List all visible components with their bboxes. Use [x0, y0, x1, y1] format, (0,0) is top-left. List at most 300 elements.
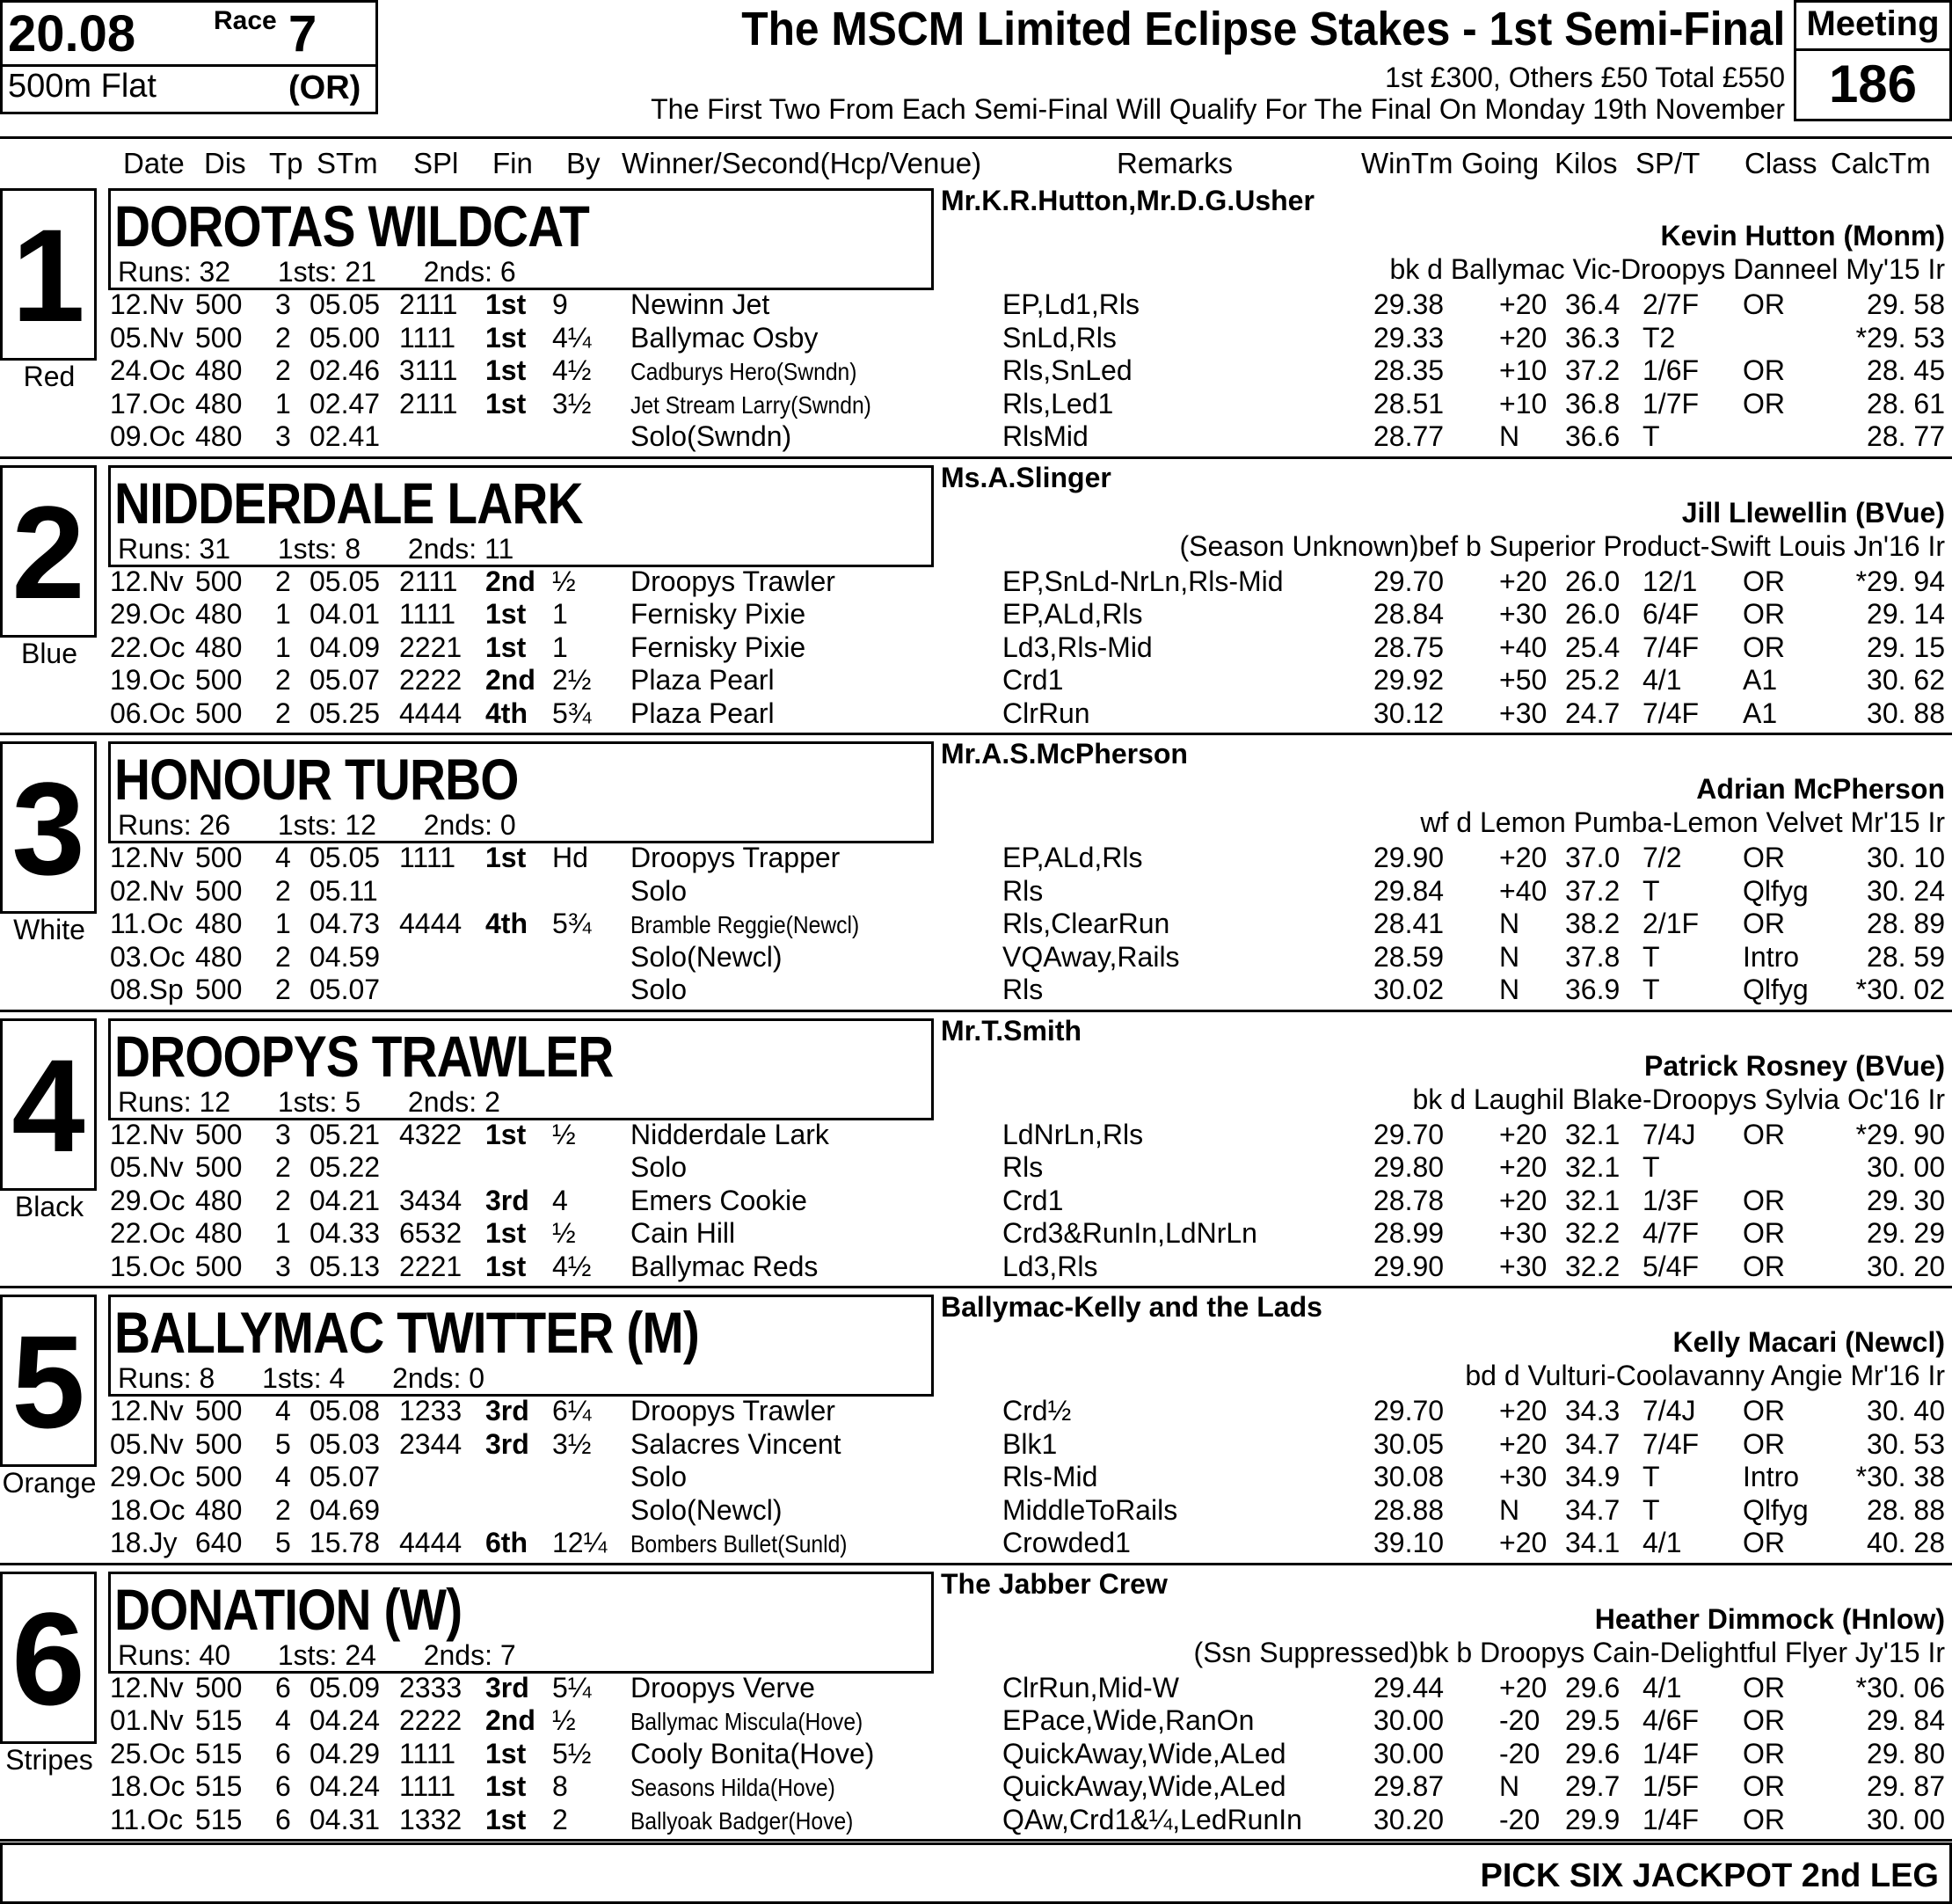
- cell-wintm: 29.87: [1373, 1770, 1445, 1802]
- cell-going: +10: [1499, 354, 1548, 386]
- cell-cls: OR: [1743, 1737, 1785, 1769]
- cell-by: 8: [552, 1770, 568, 1802]
- col-tp: Tp: [269, 147, 303, 179]
- cell-calc: 30. 40: [1867, 1395, 1945, 1426]
- cell-calc: 30. 10: [1867, 842, 1945, 873]
- cell-going: +20: [1499, 1395, 1548, 1426]
- cell-remarks: MiddleToRails: [1002, 1493, 1178, 1526]
- cell-calc: *29. 53: [1855, 321, 1945, 354]
- cell-winner: Fernisky Pixie: [630, 598, 806, 630]
- firsts-count: 1sts: 12: [277, 809, 376, 841]
- cell-date: 18.Oc: [110, 1770, 186, 1802]
- cell-calc: 28. 77: [1867, 420, 1945, 452]
- cell-going: +50: [1499, 664, 1548, 696]
- cell-stm: 05.21: [310, 1118, 381, 1150]
- trap-number: 6: [0, 1572, 97, 1744]
- cell-date: 29.Oc: [110, 598, 186, 630]
- cell-stm: 05.00: [310, 321, 381, 354]
- cell-calc: 29. 87: [1867, 1770, 1945, 1802]
- cell-spl: 4444: [399, 908, 463, 939]
- cell-wintm: 28.78: [1373, 1184, 1445, 1216]
- cell-spt: 1/4F: [1642, 1737, 1700, 1769]
- cell-date: 17.Oc: [110, 387, 186, 419]
- cell-dis: 500: [195, 664, 243, 696]
- cell-fin: 3rd: [485, 1395, 529, 1426]
- trainer: Heather Dimmock (Hnlow): [1594, 1602, 1945, 1635]
- cell-calc: 28. 61: [1867, 387, 1945, 419]
- form-summary: [118, 1086, 500, 1119]
- cell-kilos: 25.4: [1565, 631, 1621, 663]
- cell-remarks: VQAway,Rails: [1002, 940, 1180, 973]
- cell-spt: 1/6F: [1642, 354, 1700, 386]
- breeding: bk d Ballymac Vic-Droopys Danneel My'15 Ir: [1389, 253, 1945, 285]
- trap-color: Orange: [2, 1467, 97, 1499]
- breeding: (Season Unknown)bef b Superior Product-Swift Louis Jn'16 Ir: [1179, 529, 1945, 562]
- cell-stm: 04.21: [310, 1184, 381, 1216]
- cell-dis: 500: [195, 288, 243, 320]
- cell-spt: T: [1642, 1151, 1660, 1183]
- cell-spt: 1/5F: [1642, 1770, 1700, 1802]
- dog-name-box: [108, 741, 934, 843]
- meeting-box: [1794, 0, 1952, 121]
- cell-cls: OR: [1743, 1217, 1785, 1249]
- cell-kilos: 34.3: [1565, 1395, 1621, 1426]
- cell-spt: T: [1642, 1493, 1660, 1526]
- firsts-count: 1sts: 4: [262, 1362, 346, 1394]
- cell-calc: 30. 00: [1867, 1151, 1945, 1183]
- cell-going: +20: [1499, 842, 1548, 873]
- col-wintm: WinTm: [1361, 147, 1453, 179]
- cell-fin: 1st: [485, 288, 527, 320]
- cell-spl: 1111: [399, 598, 456, 630]
- cell-stm: 04.31: [310, 1803, 381, 1835]
- cell-spl: 1332: [399, 1803, 463, 1835]
- cell-spl: 1111: [399, 842, 456, 873]
- dog-name-box: [108, 465, 934, 567]
- runs-count: Runs: 32: [118, 256, 231, 288]
- runner-separator: [0, 456, 1952, 459]
- cell-calc: 29. 15: [1867, 631, 1945, 663]
- cell-date: 09.Oc: [110, 420, 186, 452]
- cell-winner: Droopys Trapper: [630, 842, 841, 873]
- cell-date: 24.Oc: [110, 354, 186, 386]
- cell-spl: 2221: [399, 1250, 463, 1282]
- cell-tp: 2: [275, 697, 291, 729]
- form-row: [0, 875, 1952, 908]
- cell-tp: 2: [275, 1184, 291, 1216]
- cell-kilos: 29.5: [1565, 1704, 1621, 1736]
- form-row: [0, 974, 1952, 1007]
- cell-going: +20: [1499, 1671, 1548, 1703]
- cell-tp: 4: [275, 1704, 291, 1736]
- cell-calc: 28. 88: [1867, 1493, 1945, 1526]
- trap-number: 5: [0, 1295, 97, 1467]
- cell-tp: 2: [275, 874, 291, 907]
- col-stm: STm: [317, 147, 378, 179]
- cell-dis: 500: [195, 321, 243, 354]
- cell-stm: 04.73: [310, 908, 381, 939]
- cell-cls: OR: [1743, 1118, 1785, 1150]
- cell-kilos: 36.4: [1565, 288, 1621, 320]
- cell-tp: 1: [275, 387, 291, 419]
- cell-wintm: 28.99: [1373, 1217, 1445, 1249]
- cell-dis: 500: [195, 1427, 243, 1460]
- cell-winner: Solo: [630, 1151, 688, 1183]
- breeding: wf d Lemon Pumba-Lemon Velvet Mr'15 Ir: [1420, 806, 1945, 838]
- cell-by: 4: [552, 1184, 568, 1216]
- col-kilos: Kilos: [1555, 147, 1618, 179]
- cell-calc: 30. 88: [1867, 697, 1945, 729]
- race-label: Race: [214, 6, 277, 35]
- cell-calc: 29. 30: [1867, 1184, 1945, 1216]
- cell-spt: 2/7F: [1642, 288, 1700, 320]
- seconds-count: 2nds: 2: [407, 1085, 500, 1118]
- cell-spl: 2344: [399, 1427, 463, 1460]
- cell-calc: 30. 00: [1867, 1803, 1945, 1835]
- runner-separator: [0, 1839, 1952, 1842]
- cell-going: +20: [1499, 1427, 1548, 1460]
- cell-wintm: 28.88: [1373, 1493, 1445, 1526]
- cell-calc: 28. 59: [1867, 940, 1945, 973]
- form-row: [0, 388, 1952, 421]
- col-by: By: [566, 147, 601, 179]
- cell-kilos: 36.8: [1565, 387, 1621, 419]
- dog-name: NIDDERDALE LARK: [114, 470, 583, 536]
- cell-remarks: Ld3,Rls-Mid: [1002, 631, 1153, 663]
- cell-spt: 4/1: [1642, 1671, 1682, 1703]
- cell-date: 12.Nv: [110, 288, 184, 320]
- dog-name-box: [108, 1018, 934, 1120]
- cell-winner: Cain Hill: [630, 1217, 736, 1249]
- cell-remarks: EP,ALd,Rls: [1002, 598, 1143, 630]
- form-row: [0, 322, 1952, 355]
- cell-spt: 2/1F: [1642, 908, 1700, 939]
- cell-tp: 6: [275, 1737, 291, 1769]
- cell-calc: *29. 94: [1855, 565, 1945, 597]
- cell-wintm: 29.33: [1373, 321, 1445, 354]
- cell-tp: 2: [275, 1493, 291, 1526]
- cell-spt: 7/4F: [1642, 631, 1700, 663]
- race-distance: 500m Flat: [8, 68, 157, 105]
- cell-dis: 480: [195, 1184, 243, 1216]
- cell-winner: Newinn Jet: [630, 288, 770, 320]
- cell-fin: 1st: [485, 1803, 527, 1835]
- cell-wintm: 28.51: [1373, 387, 1445, 419]
- cell-remarks: Rls,Led1: [1002, 387, 1114, 419]
- cell-spt: T2: [1642, 321, 1676, 354]
- cell-going: N: [1499, 1493, 1520, 1526]
- cell-spt: T: [1642, 1461, 1660, 1492]
- cell-kilos: 37.0: [1565, 842, 1621, 873]
- cell-remarks: RlsMid: [1002, 420, 1089, 452]
- cell-remarks: QAw,Crd1&¼,LedRunIn: [1002, 1803, 1302, 1835]
- cell-going: +20: [1499, 1151, 1548, 1183]
- meeting-label: Meeting: [1806, 4, 1940, 43]
- cell-remarks: EP,Ld1,Rls: [1002, 288, 1140, 320]
- cell-going: N: [1499, 1770, 1520, 1802]
- trainer: Adrian McPherson: [1696, 773, 1945, 805]
- cell-winner: Ballymac Miscula(Hove): [630, 1708, 863, 1735]
- cell-stm: 04.01: [310, 598, 381, 630]
- cell-kilos: 32.1: [1565, 1184, 1621, 1216]
- cell-going: +40: [1499, 874, 1548, 907]
- cell-wintm: 29.70: [1373, 1118, 1445, 1150]
- cell-stm: 05.05: [310, 288, 381, 320]
- cell-tp: 2: [275, 565, 291, 597]
- cell-fin: 1st: [485, 1118, 527, 1150]
- cell-spl: 1111: [399, 321, 456, 354]
- cell-dis: 480: [195, 387, 243, 419]
- cell-fin: 1st: [485, 321, 527, 354]
- cell-by: 4½: [552, 1250, 592, 1282]
- cell-winner: Droopys Verve: [630, 1671, 815, 1703]
- cell-spt: 7/2: [1642, 842, 1682, 873]
- cell-winner: Salacres Vincent: [630, 1427, 841, 1460]
- cell-winner: Seasons Hilda(Hove): [630, 1774, 835, 1801]
- cell-by: 3½: [552, 1427, 592, 1460]
- cell-cls: Qlfyg: [1743, 1493, 1809, 1526]
- cell-stm: 05.22: [310, 1151, 381, 1183]
- owner: Mr.K.R.Hutton,Mr.D.G.Usher: [941, 185, 1315, 216]
- cell-wintm: 30.12: [1373, 697, 1445, 729]
- cell-date: 11.Oc: [110, 1803, 183, 1835]
- form-row: [0, 288, 1952, 322]
- cell-stm: 05.08: [310, 1395, 381, 1426]
- cell-stm: 05.07: [310, 974, 381, 1005]
- cell-spl: 2222: [399, 1704, 463, 1736]
- cell-stm: 05.07: [310, 1461, 381, 1492]
- dog-name: DONATION (W): [114, 1576, 463, 1642]
- cell-winner: Cadburys Hero(Swndn): [630, 358, 857, 385]
- cell-cls: OR: [1743, 1704, 1785, 1736]
- cell-dis: 480: [195, 940, 243, 973]
- cell-dis: 480: [195, 1217, 243, 1249]
- cell-kilos: 25.2: [1565, 664, 1621, 696]
- cell-by: 1: [552, 631, 568, 663]
- race-info-box: [0, 0, 378, 114]
- race-note: The First Two From Each Semi-Final Will Qualify For The Final On Monday 19th November: [651, 93, 1785, 125]
- cell-dis: 480: [195, 908, 243, 939]
- cell-stm: 05.03: [310, 1427, 381, 1460]
- cell-calc: 30. 62: [1867, 664, 1945, 696]
- form-row: [0, 842, 1952, 875]
- cell-remarks: Rls: [1002, 874, 1044, 907]
- owner: Mr.T.Smith: [941, 1014, 1082, 1047]
- cell-stm: 05.11: [310, 874, 378, 907]
- form-summary: [118, 1362, 484, 1395]
- cell-going: N: [1499, 974, 1520, 1005]
- footer-box: [0, 1842, 1952, 1904]
- cell-wintm: 30.20: [1373, 1803, 1445, 1835]
- cell-cls: A1: [1743, 697, 1778, 729]
- cell-spt: 6/4F: [1642, 598, 1700, 630]
- cell-kilos: 29.7: [1565, 1770, 1621, 1802]
- cell-going: +20: [1499, 288, 1548, 320]
- form-row: [0, 1428, 1952, 1462]
- cell-date: 05.Nv: [110, 1151, 184, 1183]
- cell-tp: 3: [275, 288, 291, 320]
- form-summary: [118, 809, 516, 842]
- cell-remarks: Blk1: [1002, 1427, 1058, 1460]
- cell-going: +30: [1499, 697, 1548, 729]
- cell-by: Hd: [552, 842, 588, 873]
- cell-kilos: 37.8: [1565, 940, 1621, 973]
- cell-fin: 1st: [485, 631, 527, 663]
- dog-name: BALLYMAC TWITTER (M): [114, 1300, 699, 1365]
- form-row: [0, 1494, 1952, 1528]
- cell-tp: 2: [275, 1151, 291, 1183]
- cell-date: 12.Nv: [110, 1118, 184, 1150]
- cell-kilos: 36.6: [1565, 420, 1621, 452]
- cell-kilos: 24.7: [1565, 697, 1621, 729]
- form-row: [0, 1704, 1952, 1738]
- cell-cls: Qlfyg: [1743, 874, 1809, 907]
- cell-spt: T: [1642, 420, 1660, 452]
- cell-stm: 05.05: [310, 565, 381, 597]
- cell-fin: 3rd: [485, 1427, 529, 1460]
- cell-by: 5¾: [552, 908, 592, 939]
- dog-name: HONOUR TURBO: [114, 747, 519, 812]
- cell-tp: 2: [275, 940, 291, 973]
- cell-by: ½: [552, 1118, 576, 1150]
- cell-dis: 515: [195, 1803, 243, 1835]
- runner-separator: [0, 1286, 1952, 1288]
- cell-winner: Solo: [630, 974, 688, 1005]
- cell-stm: 04.59: [310, 940, 381, 973]
- meeting-divider: [1796, 48, 1949, 51]
- cell-calc: *30. 06: [1855, 1671, 1945, 1703]
- cell-remarks: Crd1: [1002, 1184, 1064, 1216]
- cell-tp: 2: [275, 354, 291, 386]
- cell-tp: 4: [275, 1461, 291, 1492]
- cell-by: 4½: [552, 354, 592, 386]
- cell-kilos: 32.1: [1565, 1118, 1621, 1150]
- cell-cls: OR: [1743, 1803, 1785, 1835]
- cell-date: 12.Nv: [110, 565, 184, 597]
- cell-cls: OR: [1743, 1427, 1785, 1460]
- cell-date: 03.Oc: [110, 940, 186, 973]
- cell-going: +30: [1499, 1250, 1548, 1282]
- firsts-count: 1sts: 8: [277, 532, 361, 565]
- cell-going: N: [1499, 940, 1520, 973]
- cell-tp: 1: [275, 598, 291, 630]
- col-class: Class: [1744, 147, 1817, 179]
- form-row: [0, 354, 1952, 388]
- cell-going: -20: [1499, 1803, 1540, 1835]
- cell-by: 4¼: [552, 321, 592, 354]
- form-row: [0, 1738, 1952, 1771]
- cell-winner: Cooly Bonita(Hove): [630, 1737, 875, 1769]
- cell-spl: 4322: [399, 1118, 463, 1150]
- cell-date: 12.Nv: [110, 842, 184, 873]
- runs-count: Runs: 40: [118, 1638, 231, 1671]
- cell-calc: 29. 14: [1867, 598, 1945, 630]
- cell-dis: 500: [195, 697, 243, 729]
- col-remarks: Remarks: [1117, 147, 1234, 179]
- cell-cls: A1: [1743, 664, 1778, 696]
- cell-going: +10: [1499, 387, 1548, 419]
- col-spt: SP/T: [1635, 147, 1701, 179]
- cell-tp: 6: [275, 1671, 291, 1703]
- cell-spl: 3111: [399, 354, 458, 386]
- trainer: Kelly Macari (Newcl): [1672, 1326, 1945, 1358]
- col-dis: Dis: [204, 147, 246, 179]
- cell-by: 2: [552, 1803, 568, 1835]
- cell-winner: Fernisky Pixie: [630, 631, 806, 663]
- form-row: [0, 631, 1952, 665]
- cell-fin: 2nd: [485, 1704, 535, 1736]
- cell-spl: 1111: [399, 1737, 456, 1769]
- cell-cls: OR: [1743, 1184, 1785, 1216]
- cell-going: +20: [1499, 1118, 1548, 1150]
- cell-wintm: 28.75: [1373, 631, 1445, 663]
- cell-spt: T: [1642, 874, 1660, 907]
- cell-stm: 04.09: [310, 631, 381, 663]
- cell-remarks: Ld3,Rls: [1002, 1250, 1098, 1282]
- cell-tp: 5: [275, 1527, 291, 1558]
- cell-going: +20: [1499, 565, 1548, 597]
- cell-tp: 3: [275, 1118, 291, 1150]
- cell-tp: 6: [275, 1770, 291, 1802]
- cell-cls: OR: [1743, 387, 1785, 419]
- trap-number: 3: [0, 741, 97, 914]
- cell-spt: 7/4F: [1642, 1427, 1700, 1460]
- owner: Mr.A.S.McPherson: [941, 738, 1188, 770]
- cell-kilos: 32.2: [1565, 1217, 1621, 1249]
- cell-winner: Solo(Newcl): [630, 940, 783, 973]
- cell-spl: 4444: [399, 1527, 463, 1558]
- cell-calc: 28. 89: [1867, 908, 1945, 939]
- cell-spt: 4/6F: [1642, 1704, 1700, 1736]
- cell-by: 6¼: [552, 1395, 592, 1426]
- breeding: bd d Vulturi-Coolavanny Angie Mr'16 Ir: [1465, 1360, 1945, 1391]
- cell-cls: OR: [1743, 1395, 1785, 1426]
- seconds-count: 2nds: 6: [423, 256, 516, 288]
- cell-dis: 500: [195, 1395, 243, 1426]
- form-row: [0, 1151, 1952, 1185]
- cell-tp: 4: [275, 1395, 291, 1426]
- cell-cls: OR: [1743, 908, 1785, 939]
- cell-wintm: 30.05: [1373, 1427, 1445, 1460]
- cell-kilos: 34.7: [1565, 1493, 1621, 1526]
- trap-color: Stripes: [5, 1743, 93, 1776]
- form-row: [0, 420, 1952, 454]
- cell-tp: 2: [275, 321, 291, 354]
- runner-block: [0, 183, 1952, 460]
- cell-wintm: 29.84: [1373, 874, 1445, 907]
- cell-winner: Ballymac Reds: [630, 1250, 819, 1282]
- cell-fin: 4th: [485, 697, 528, 729]
- cell-dis: 500: [195, 1151, 243, 1183]
- cell-dis: 500: [195, 565, 243, 597]
- cell-by: ½: [552, 1217, 576, 1249]
- cell-dis: 640: [195, 1527, 243, 1558]
- cell-kilos: 36.3: [1565, 321, 1621, 354]
- trainer: Jill Llewellin (BVue): [1681, 496, 1945, 529]
- form-row: [0, 1527, 1952, 1560]
- cell-spl: 6532: [399, 1217, 463, 1249]
- cell-dis: 480: [195, 631, 243, 663]
- cell-dis: 500: [195, 1461, 243, 1492]
- cell-dis: 480: [195, 1493, 243, 1526]
- cell-kilos: 38.2: [1565, 908, 1621, 939]
- cell-going: +20: [1499, 1184, 1548, 1216]
- cell-calc: 30. 53: [1867, 1427, 1945, 1460]
- trap-color: Blue: [20, 637, 78, 669]
- firsts-count: 1sts: 21: [277, 256, 376, 288]
- cell-tp: 2: [275, 664, 291, 696]
- dog-name-box: [108, 1572, 934, 1674]
